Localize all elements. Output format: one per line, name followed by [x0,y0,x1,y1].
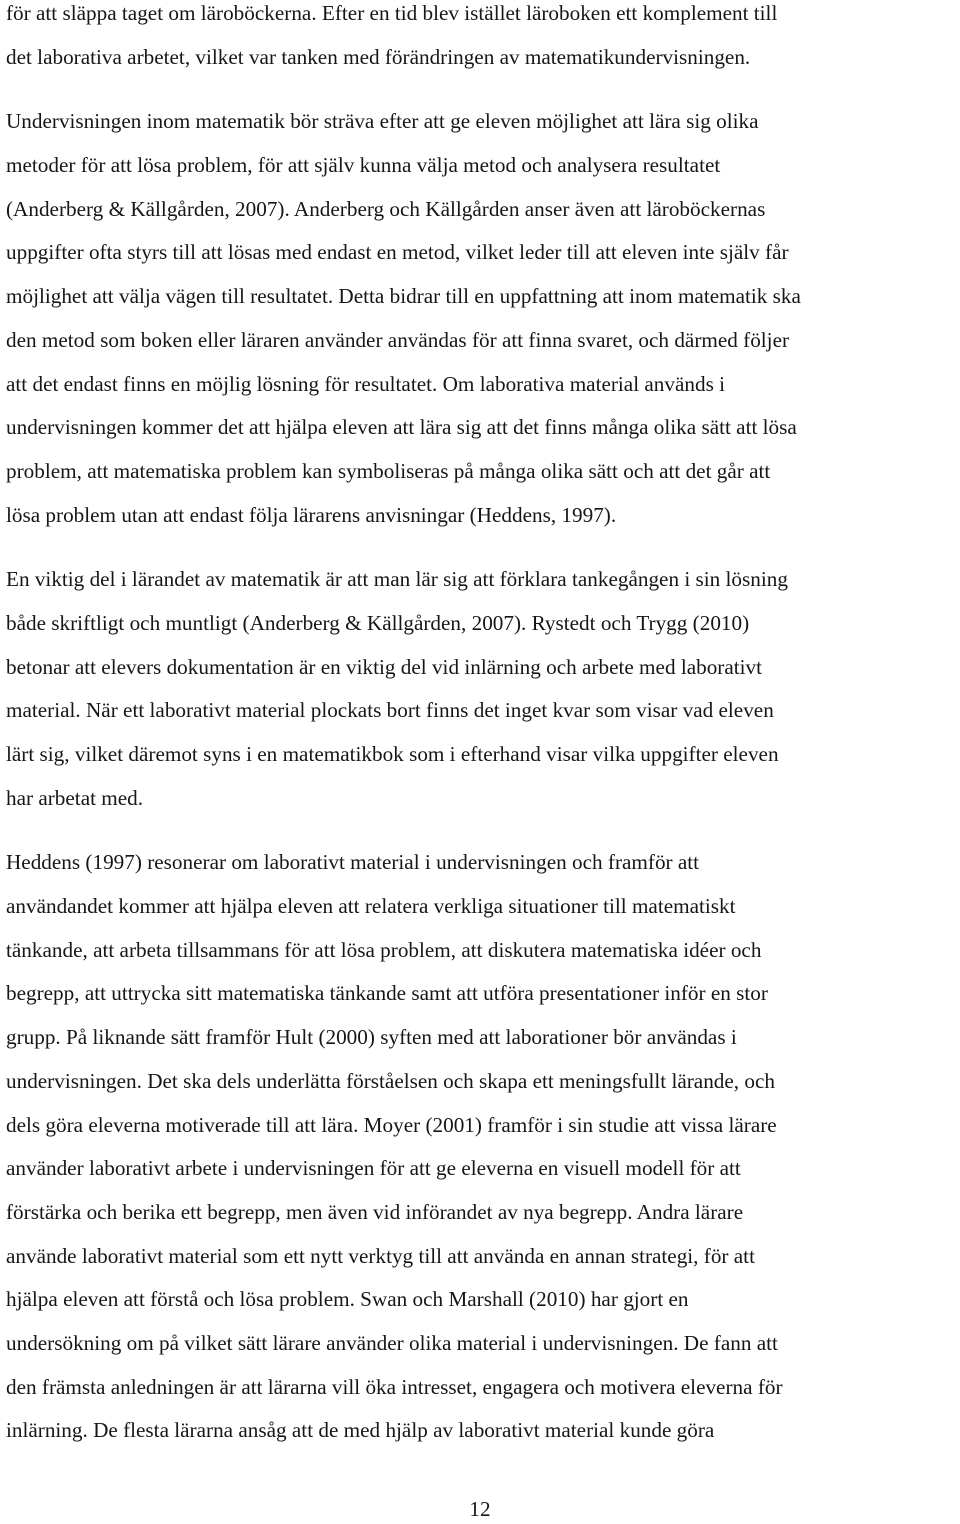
text-line: använde laborativt material som ett nytt verktyg till att använda en annan strategi, för att [6,1243,755,1268]
text-line: lösa problem utan att endast följa lärarens anvisningar (Heddens, 1997). [6,502,617,527]
text-line: undervisningen kommer det att hjälpa eleven att lära sig att det finns många olika sätt att lösa [6,415,797,440]
text-line: problem, att matematiska problem kan symboliseras på många olika sätt och att det går att [6,458,771,483]
text-line: En viktig del i lärandet av matematik är att man lär sig att förklara tankegången i sin lösning [6,567,788,592]
text-line: använder laborativt arbete i undervisningen för att ge eleverna en visuell modell för att [6,1156,741,1181]
text-line: material. När ett laborativt material plockats bort finns det inget kvar som visar vad eleven [6,698,774,723]
text-line: den främsta anledningen är att lärarna vill öka intresset, engagera och motivera eleverna för [6,1374,783,1399]
text-line: betonar att elevers dokumentation är en viktig del vid inlärning och arbete med laborativt [6,654,763,679]
text-line: hjälpa eleven att förstå och lösa problem. Swan och Marshall (2010) har gjort en [6,1287,689,1312]
text-line: Heddens (1997) resonerar om laborativt material i undervisningen och framför att [6,850,700,875]
text-line: att det endast finns en möjlig lösning för resultatet. Om laborativa material används i [6,371,726,396]
text-line: förstärka och berika ett begrepp, men även vid införandet av nya begrepp. Andra lärare [6,1199,744,1224]
text-line: möjlighet att välja vägen till resultatet. Detta bidrar till en uppfattning att inom matematik ska [6,284,801,309]
text-line: Undervisningen inom matematik bör sträva efter att ge eleven möjlighet att lära sig olika [6,109,759,134]
paragraph [6,841,956,1453]
paragraph-gap [6,79,956,100]
text-line: (Anderberg & Källgården, 2007). Anderberg och Källgården anser även att läroböckernas [6,196,766,221]
text-line: tänkande, att arbeta tillsammans för att lösa problem, att diskutera matematiska idéer och [6,937,762,962]
text-line: för att släppa taget om läroböckerna. Efter en tid blev istället läroboken ett komplement till [6,1,778,25]
text-line: dels göra eleverna motiverade till att lära. Moyer (2001) framför i sin studie att vissa lärare [6,1112,777,1137]
text-line: användandet kommer att hjälpa eleven att relatera verkliga situationer till matematiskt [6,894,736,919]
text-line: grupp. På liknande sätt framför Hult (2000) syften med att laborationer bör användas i [6,1025,737,1050]
text-line: begrepp, att uttrycka sitt matematiska tänkande samt att utföra presentationer inför en stor [6,981,768,1006]
text-line: undervisningen. Det ska dels underlätta förståelsen och skapa ett meningsfullt lärande, och [6,1068,775,1093]
text-line: det laborativa arbetet, vilket var tanken med förändringen av matematikundervisningen. [6,44,751,69]
text-line: undersökning om på vilket sätt lärare använder olika material i undervisningen. De fann att [6,1330,778,1355]
paragraph-gap [6,537,956,558]
paragraph [6,0,956,79]
text-line: både skriftligt och muntligt (Anderberg & Källgården, 2007). Rystedt och Trygg (2010) [6,610,750,635]
text-line: metoder för att lösa problem, för att själv kunna välja metod och analysera resultatet [6,153,721,178]
paragraph [6,100,956,537]
text-line: inlärning. De flesta lärarna ansåg att de med hjälp av laborativt material kunde göra [6,1418,715,1443]
text-line: har arbetat med. [6,785,144,810]
paragraph [6,558,956,820]
text-line: den metod som boken eller läraren använder användas för att finna svaret, och därmed följer [6,327,790,352]
page-number: 12 [469,1497,491,1521]
text-line: lärt sig, vilket däremot syns i en matematikbok som i efterhand visar vilka uppgifter eleven [6,742,779,766]
body-text [6,0,956,1453]
paragraph-gap [6,820,956,841]
text-line: uppgifter ofta styrs till att lösas med endast en metod, vilket leder till att eleven inte själv får [6,240,789,265]
